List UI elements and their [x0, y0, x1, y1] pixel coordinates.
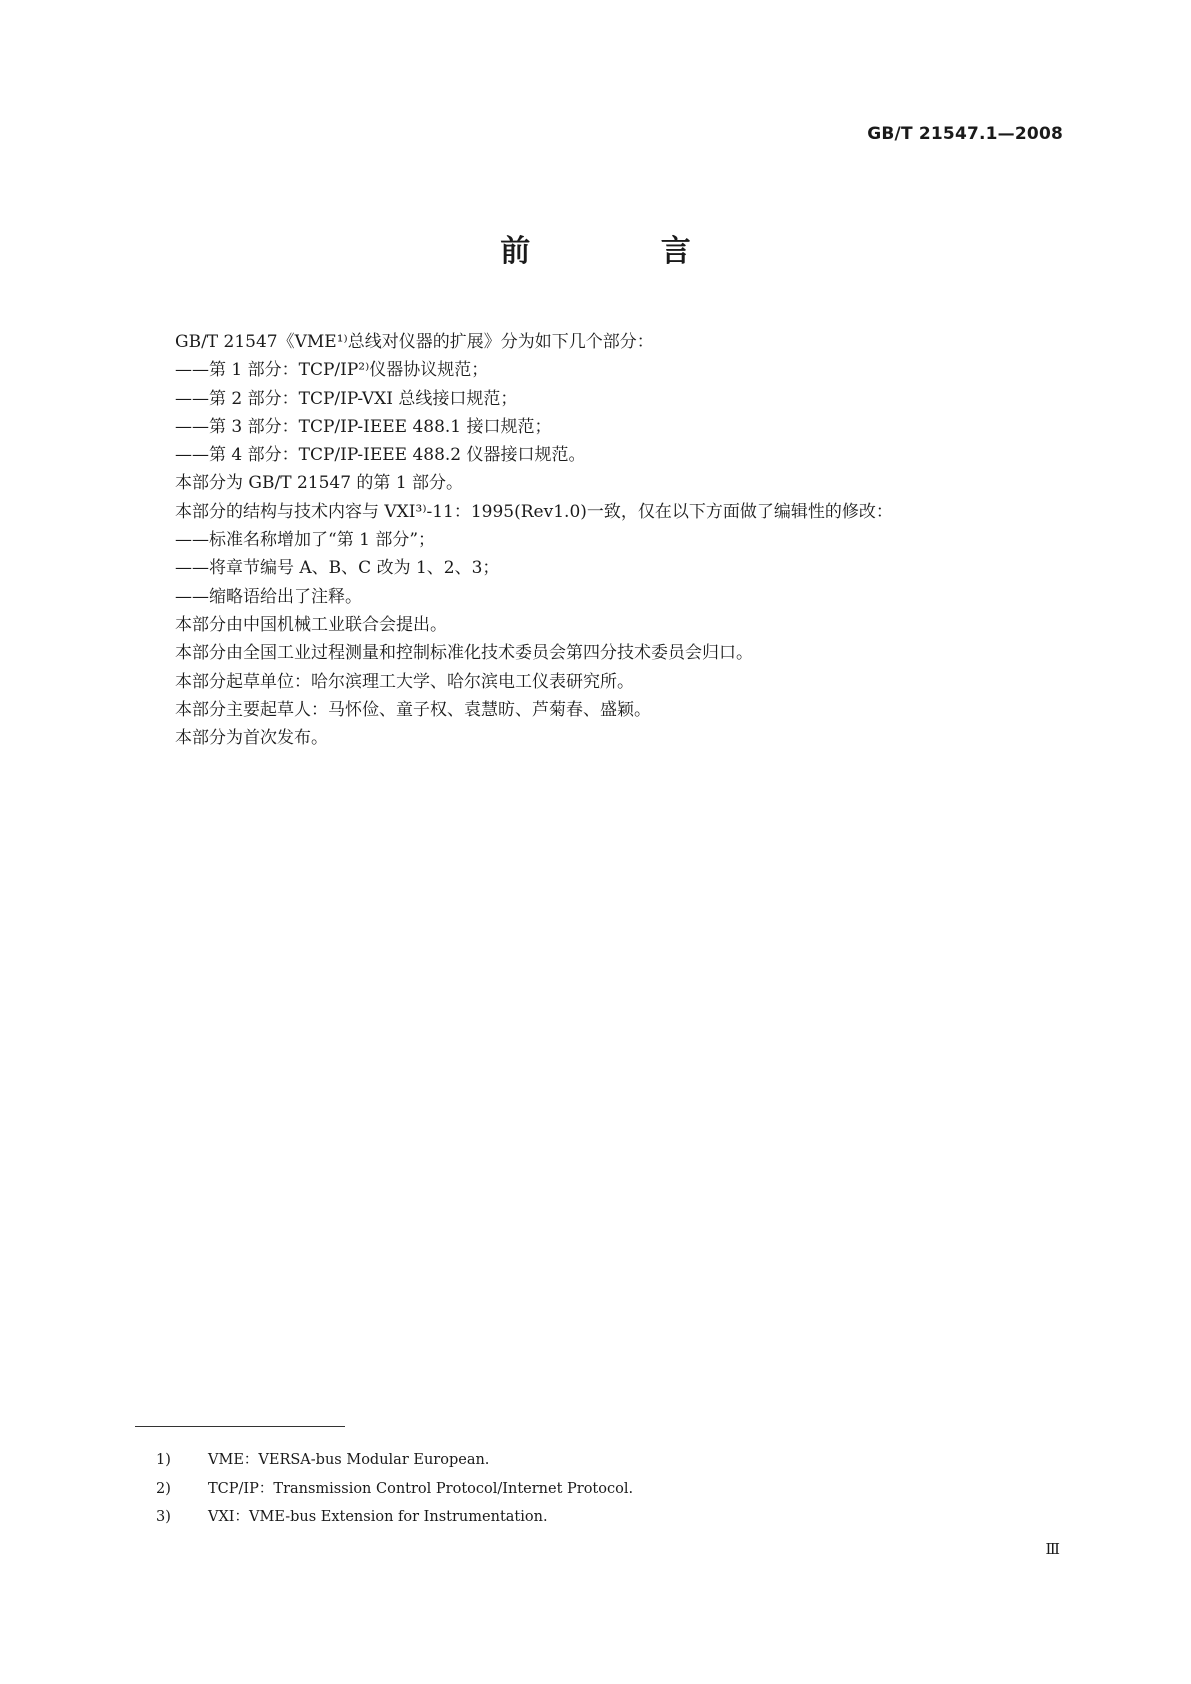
body-line: ——标准名称增加了“第 1 部分”； [175, 530, 436, 551]
body-line: ——缩略语给出了注释。 [175, 586, 362, 607]
footnote-text: VME：VERSA-bus Modular European. [208, 1452, 490, 1468]
footnote-number: 1) [156, 1452, 171, 1468]
body-line: 本部分主要起草人：马怀俭、童子权、袁慧昉、芦菊春、盛颖。 [175, 699, 651, 720]
footnote-text: VXI：VME-bus Extension for Instrumentation. [208, 1509, 548, 1525]
body-line: GB/T 21547《VME¹⁾总线对仪器的扩展》分为如下几个部分： [175, 332, 654, 352]
footnote-divider [135, 1426, 345, 1427]
body-line: ——第 2 部分：TCP/IP-VXI 总线接口规范； [175, 388, 518, 409]
body-line: 本部分起草单位：哈尔滨理工大学、哈尔滨电工仪表研究所。 [175, 671, 634, 692]
body-line: 本部分为 GB/T 21547 的第 1 部分。 [175, 473, 464, 494]
footnote-item [156, 1475, 633, 1504]
footnotes [156, 1446, 633, 1532]
body-line: 本部分由中国机械工业联合会提出。 [175, 614, 447, 635]
body-line: 本部分由全国工业过程测量和控制标准化技术委员会第四分技术委员会归口。 [175, 643, 753, 664]
body-line: ——第 1 部分：TCP/IP²⁾仪器协议规范； [175, 360, 489, 381]
footnote-item [156, 1503, 633, 1532]
standard-code: GB/T 21547.1—2008 [867, 124, 1063, 144]
foreword-body [175, 328, 1075, 752]
footnote-number: 2) [156, 1480, 171, 1497]
page-number: Ⅲ [1045, 1540, 1060, 1558]
body-line: 本部分的结构与技术内容与 VXI³⁾-11：1995(Rev1.0)一致，仅在以下方面做了编辑性的修改： [175, 501, 893, 522]
footnote-number: 3) [156, 1509, 171, 1525]
body-line: ——第 3 部分：TCP/IP-IEEE 488.1 接口规范； [175, 416, 552, 437]
page-title: 前 言 [500, 234, 751, 269]
footnote-text: TCP/IP：Transmission Control Protocol/Internet Protocol. [208, 1480, 634, 1497]
body-line: ——第 4 部分：TCP/IP-IEEE 488.2 仪器接口规范。 [175, 445, 586, 466]
body-line: 本部分为首次发布。 [175, 728, 328, 749]
footnote-item [156, 1446, 633, 1475]
body-line: ——将章节编号 A、B、C 改为 1、2、3； [175, 558, 500, 579]
